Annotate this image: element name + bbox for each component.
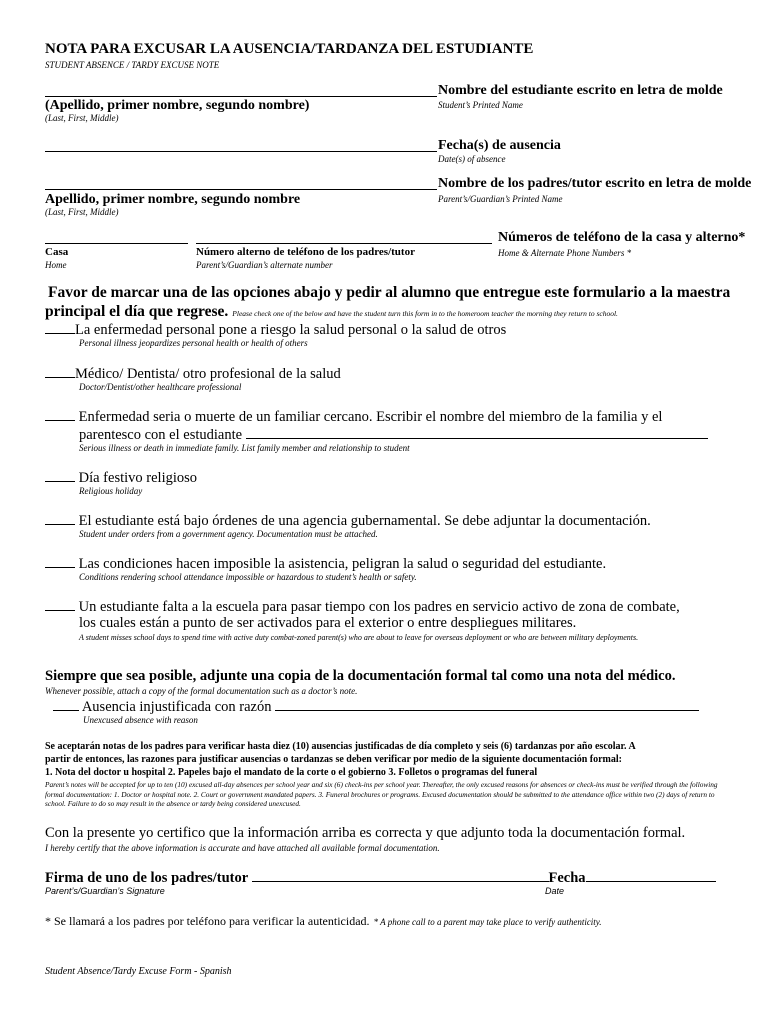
parent-name-label: Nombre de los padres/tutor escrito en letra de molde — [438, 176, 752, 191]
policy-line1: Se aceptarán notas de los padres para verificar hasta diez (10) ausencias justificadas de día completo y seis (6) tardanzas por año escolar. A — [45, 741, 636, 752]
option-label: La enfermedad personal pone a riesgo la salud personal o la salud de otros — [75, 322, 507, 338]
unexcused-reason-field[interactable] — [275, 697, 699, 711]
absence-dates-field[interactable] — [45, 151, 437, 152]
instructions-line2: principal el día que regrese. — [45, 303, 229, 320]
option-label: Día festivo religioso — [78, 470, 198, 486]
signature-label-en: Parent’s/Guardian’s Signature — [45, 886, 165, 896]
option-label: Enfermedad seria o muerte de un familiar cercano. Escribir el nombre del miembro de la familia y el — [78, 409, 663, 425]
option-family-illness-line2 — [79, 425, 708, 444]
page-subtitle: STUDENT ABSENCE / TARDY EXCUSE NOTE — [45, 60, 220, 70]
page-title: NOTA PARA EXCUSAR LA AUSENCIA/TARDANZA DEL ESTUDIANTE — [45, 41, 534, 57]
student-name-label-en: Student’s Printed Name — [438, 100, 523, 110]
student-name-order-en: (Last, First, Middle) — [45, 113, 119, 123]
option-label: Médico/ Dentista/ otro profesional de la salud — [75, 366, 341, 382]
family-member-field[interactable] — [246, 425, 708, 439]
instructions-note-en: Please check one of the below and have the student turn this form in to the homeroom teacher the morning they return to school. — [232, 309, 618, 318]
option-label-line2: parentesco con el estudiante — [79, 427, 243, 443]
phone-verification-text-en: * A phone call to a parent may take place to verify authenticity. — [373, 917, 602, 927]
home-phone-field[interactable] — [45, 243, 188, 244]
signature-date-field[interactable] — [586, 868, 716, 882]
option-checkbox[interactable] — [45, 407, 75, 421]
parent-name-field[interactable] — [45, 189, 437, 190]
certification-text: Con la presente yo certifico que la información arriba es correcta y que adjunto toda la documentación formal. — [45, 825, 686, 841]
footer-form-title: Student Absence/Tardy Excuse Form - Spanish — [45, 966, 232, 977]
option-label-en: Religious holiday — [79, 486, 143, 496]
option-label: Las condiciones hacen imposible la asistencia, peligran la salud o seguridad del estudiante. — [78, 556, 607, 572]
option-family-illness[interactable] — [45, 407, 662, 426]
phone-verification-text: * Se llamará a los padres por teléfono para verificar la autenticidad. — [45, 914, 370, 928]
option-military-deployment[interactable] — [45, 597, 680, 616]
student-name-order: (Apellido, primer nombre, segundo nombre) — [45, 98, 310, 113]
option-label-en: Serious illness or death in immediate family. List family member and relationship to student — [79, 443, 410, 453]
documentation-heading: Siempre que sea posible, adjunte una copia de la documentación formal tal como una nota del médico. — [45, 668, 676, 684]
option-label-en: Personal illness jeopardizes personal health or health of others — [79, 338, 308, 348]
instructions-line1: Favor de marcar una de las opciones abajo y pedir al alumno que entregue este formulario a la maestra — [48, 284, 731, 301]
option-doctor-dentist[interactable] — [45, 364, 341, 383]
option-religious-holiday[interactable] — [45, 468, 197, 487]
alternate-phone-field[interactable] — [196, 243, 492, 244]
option-label-en: Doctor/Dentist/other healthcare professional — [79, 382, 242, 392]
option-personal-illness[interactable] — [45, 320, 506, 339]
option-label-en: Conditions rendering school attendance impossible or hazardous to student’s health or safety. — [79, 572, 417, 582]
option-checkbox[interactable] — [45, 320, 75, 334]
absence-dates-label: Fecha(s) de ausencia — [438, 138, 561, 153]
option-hazardous-conditions[interactable] — [45, 554, 606, 573]
student-name-field[interactable] — [45, 96, 437, 97]
alternate-phone-label: Número alterno de teléfono de los padres/tutor — [196, 246, 415, 258]
documentation-heading-en: Whenever possible, attach a copy of the formal documentation such as a doctor’s note. — [45, 686, 358, 696]
parent-name-order-en: (Last, First, Middle) — [45, 207, 119, 217]
unexcused-label-en: Unexcused absence with reason — [83, 715, 198, 725]
option-checkbox[interactable] — [45, 511, 75, 525]
parent-name-label-en: Parent’s/Guardian’s Printed Name — [438, 194, 563, 204]
option-label: Un estudiante falta a la escuela para pasar tiempo con los padres en servicio activo de zona de combate, — [78, 599, 680, 615]
certification-text-en: I hereby certify that the above information is accurate and have attached all available formal documentation. — [45, 843, 440, 853]
absence-dates-label-en: Date(s) of absence — [438, 154, 506, 164]
signature-date-label: Fecha — [548, 870, 586, 886]
instructions-line2-row — [45, 303, 618, 321]
option-label-en: A student misses school days to spend time with active duty combat-zoned parent(s) who are about to leave for overseas deployment or who are between military deployments. — [79, 633, 639, 642]
home-phone-label: Casa — [45, 246, 69, 258]
parent-name-order: Apellido, primer nombre, segundo nombre — [45, 192, 301, 207]
option-checkbox[interactable] — [53, 697, 79, 711]
policy-line3: 1. Nota del doctor u hospital 2. Papeles bajo el mandato de la corte o el gobierno 3. Folletos o programas del funeral — [45, 767, 538, 778]
option-checkbox[interactable] — [45, 364, 75, 378]
phone-numbers-label-en: Home & Alternate Phone Numbers * — [498, 248, 632, 258]
phone-verification-note — [45, 912, 602, 930]
policy-line2: partir de entonces, las razones para justificar ausencias o tardanzas se deben verificar por medio de la siguiente documentación formal: — [45, 754, 622, 765]
policy-en: Parent’s notes will be accepted for up to ten (10) excused all-day absences per school year and six (6) check-ins per school year. Thereafter, the only excused reasons for absences or check-ins must be verified through the following formal documentation: 1. Doctor or hospital note. 2. Court or government mandated papers. 3. Funeral brochures or programs. Excused documentation should be submitted to the attendance office within two (2) days of return to school. Failure to do so may result in the absence or tardy being considered unexcused. — [45, 780, 718, 808]
option-checkbox[interactable] — [45, 554, 75, 568]
option-label: El estudiante está bajo órdenes de una agencia gubernamental. Se debe adjuntar la documentación. — [78, 513, 651, 529]
signature-date-label-en: Date — [545, 886, 565, 896]
option-government-orders[interactable] — [45, 511, 651, 530]
phone-numbers-label: Números de teléfono de la casa y alterno* — [498, 230, 746, 245]
alternate-phone-label-en: Parent’s/Guardian’s alternate number — [196, 260, 333, 270]
signature-label: Firma de uno de los padres/tutor — [45, 870, 248, 886]
student-name-label: Nombre del estudiante escrito en letra de molde — [438, 83, 723, 98]
option-label-en: Student under orders from a government agency. Documentation must be attached. — [79, 529, 378, 539]
home-phone-label-en: Home — [45, 260, 67, 270]
signature-field[interactable] — [252, 868, 549, 882]
signature-row — [45, 868, 716, 887]
option-label: Ausencia injustificada con razón — [81, 699, 272, 715]
option-checkbox[interactable] — [45, 468, 75, 482]
option-checkbox[interactable] — [45, 597, 75, 611]
option-unexcused-absence[interactable] — [53, 697, 699, 716]
option-label-line2: los cuales están a punto de ser activados para el exterior o entre despliegues militares. — [79, 615, 577, 631]
